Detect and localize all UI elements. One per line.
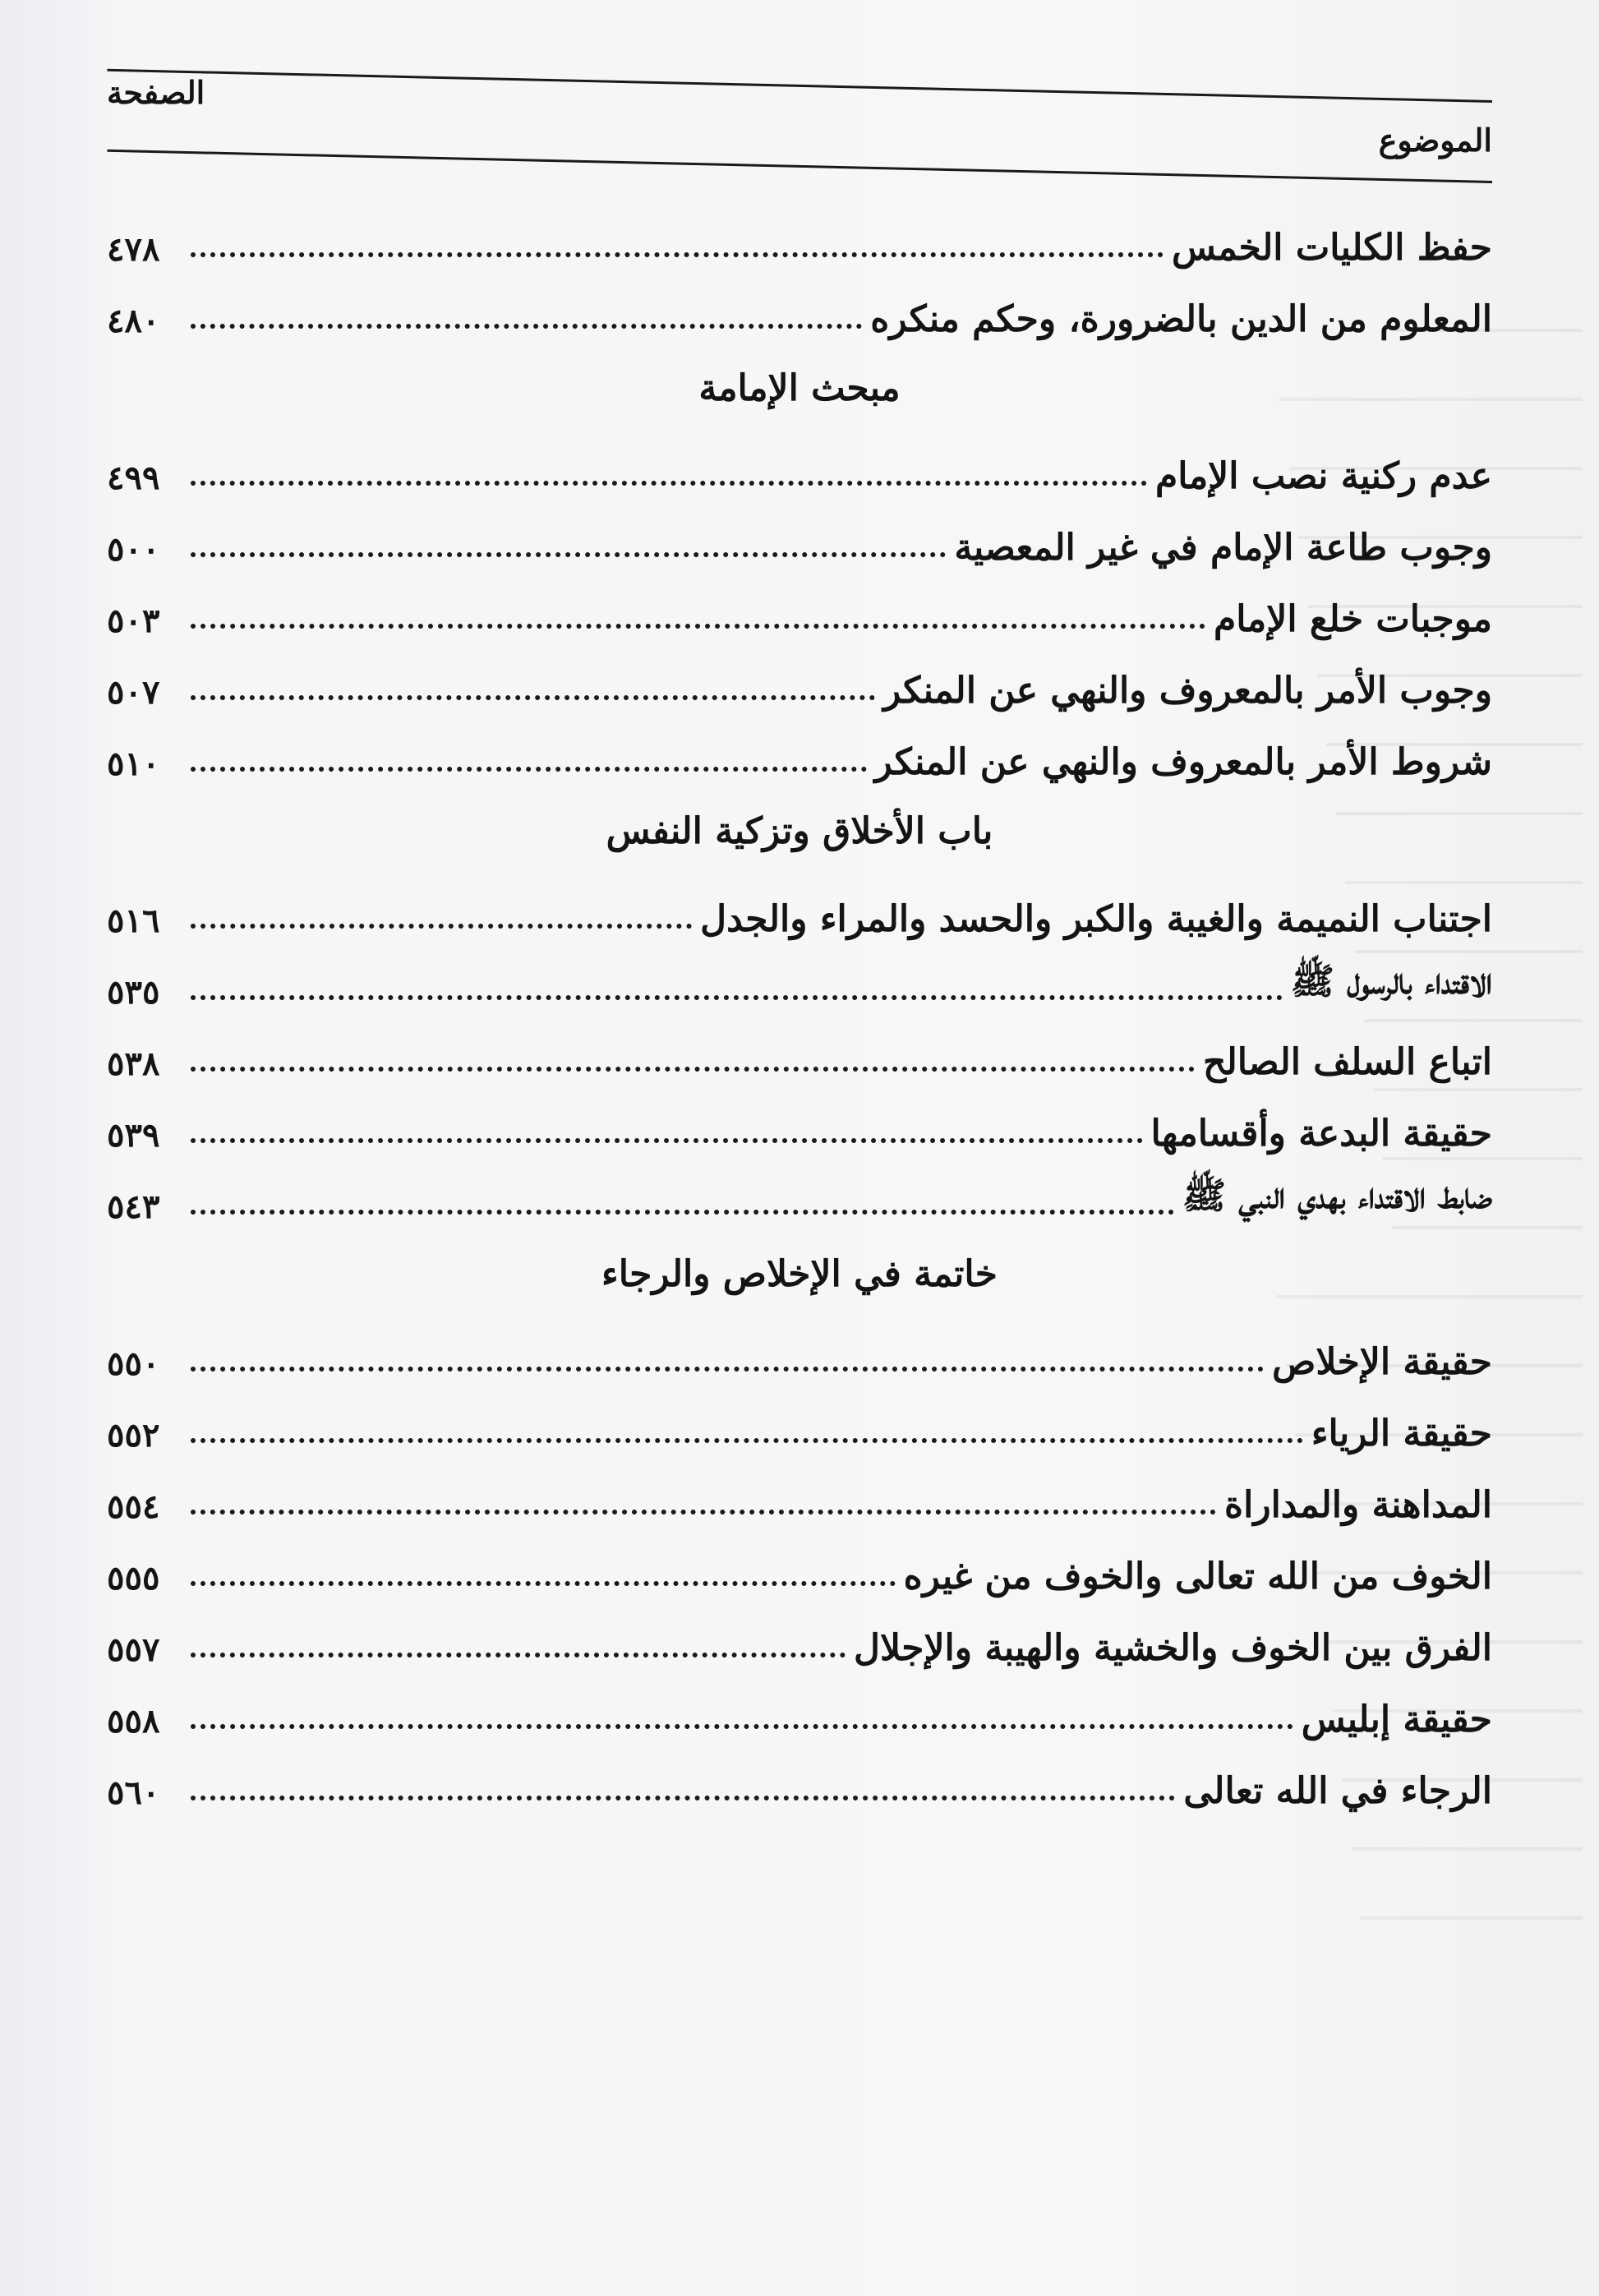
dot-leader bbox=[191, 1653, 846, 1657]
dot-leader bbox=[191, 695, 875, 700]
toc-entry-page: ٥٥٤ bbox=[107, 1487, 160, 1526]
toc-entry-page: ٥٥٨ bbox=[107, 1702, 160, 1740]
toc-entry-page: ٥٠٧ bbox=[107, 673, 160, 712]
toc-entry-page: ٥٣٨ bbox=[107, 1044, 160, 1083]
dot-leader bbox=[191, 1067, 1195, 1072]
toc-entry-page: ٥٤٣ bbox=[107, 1187, 160, 1226]
dot-leader bbox=[191, 481, 1147, 486]
header-top-rule bbox=[107, 69, 1492, 103]
toc-entry[interactable] bbox=[107, 569, 1492, 640]
dot-leader bbox=[191, 1581, 896, 1586]
toc-entry[interactable] bbox=[107, 940, 1492, 1012]
toc-entry-title: وجوب طاعة الإمام في غير المعصية bbox=[954, 527, 1492, 569]
toc-entry-title: عدم ركنية نصب الإمام bbox=[1154, 455, 1492, 497]
toc-entry-title: الرجاء في الله تعالى bbox=[1183, 1770, 1492, 1812]
dot-leader bbox=[191, 552, 946, 557]
toc-entry[interactable] bbox=[107, 197, 1492, 269]
toc-entry[interactable] bbox=[107, 1312, 1492, 1383]
section-heading: خاتمة في الإخلاص والرجاء bbox=[601, 1253, 998, 1295]
toc-entry-title: الاقتداء بالرسول ﷺ bbox=[1290, 961, 1492, 1003]
toc-entry[interactable] bbox=[107, 1669, 1492, 1740]
dot-leader bbox=[191, 1724, 1293, 1729]
toc-entry-title: موجبات خلع الإمام bbox=[1214, 598, 1492, 640]
dot-leader bbox=[191, 624, 1205, 629]
toc-entry-page: ٤٩٩ bbox=[107, 459, 160, 497]
toc-entry-page: ٥٥٧ bbox=[107, 1630, 160, 1669]
dot-leader bbox=[191, 1210, 1174, 1215]
toc-entry-title: حفظ الكليات الخمس bbox=[1171, 227, 1492, 269]
dot-leader bbox=[191, 995, 1283, 1000]
toc-entry-title: حقيقة إبليس bbox=[1301, 1699, 1492, 1740]
toc-header bbox=[107, 49, 1492, 189]
toc-entry-title: اجتناب النميمة والغيبة والكبر والحسد والمراء والجدل bbox=[700, 898, 1492, 940]
toc-entry[interactable] bbox=[107, 1740, 1492, 1812]
toc-entry-title: المداهنة والمداراة bbox=[1224, 1484, 1492, 1526]
toc-entry-page: ٥٦٠ bbox=[107, 1773, 160, 1812]
dot-leader bbox=[191, 1438, 1303, 1443]
section-heading: مبحث الإمامة bbox=[698, 367, 901, 409]
dot-leader bbox=[191, 324, 862, 329]
toc-entry-page: ٥٠٠ bbox=[107, 530, 160, 569]
toc-entry-title: حقيقة الرياء bbox=[1311, 1413, 1492, 1455]
toc-entry-title: الخوف من الله تعالى والخوف من غيره bbox=[903, 1556, 1492, 1598]
toc-entry-page: ٥٣٥ bbox=[107, 973, 160, 1012]
toc-entry-title: شروط الأمر بالمعروف والنهي عن المنكر bbox=[874, 741, 1492, 783]
toc-entry-page: ٥٠٣ bbox=[107, 602, 160, 640]
dot-leader bbox=[191, 1138, 1143, 1143]
toc-entry-page: ٥٥٢ bbox=[107, 1416, 160, 1455]
toc-entry-page: ٥٥٥ bbox=[107, 1559, 160, 1598]
toc-entry-page: ٥٥٠ bbox=[107, 1344, 160, 1383]
toc-entry[interactable] bbox=[107, 1455, 1492, 1526]
toc-entry-title: اتباع السلف الصالح bbox=[1202, 1041, 1492, 1083]
toc-entry[interactable] bbox=[107, 1526, 1492, 1598]
toc-entry-title: حقيقة البدعة وأقسامها bbox=[1150, 1113, 1492, 1155]
toc-entry-page: ٥٣٩ bbox=[107, 1116, 160, 1155]
table-of-contents bbox=[107, 197, 1492, 1812]
toc-entry[interactable] bbox=[107, 497, 1492, 569]
dot-leader bbox=[191, 1796, 1175, 1800]
toc-entry[interactable] bbox=[107, 640, 1492, 712]
bleed-through-line bbox=[1352, 1847, 1583, 1851]
toc-entry[interactable] bbox=[107, 1383, 1492, 1455]
toc-entry-title: حقيقة الإخلاص bbox=[1272, 1341, 1492, 1383]
toc-entry[interactable] bbox=[107, 869, 1492, 940]
toc-entry-title: وجوب الأمر بالمعروف والنهي عن المنكر bbox=[883, 670, 1492, 712]
toc-entry-page: ٤٨٠ bbox=[107, 302, 160, 340]
toc-entry[interactable] bbox=[107, 1083, 1492, 1155]
toc-entry[interactable] bbox=[107, 269, 1492, 340]
header-bottom-rule bbox=[107, 150, 1492, 183]
toc-entry-page: ٥١٠ bbox=[107, 745, 160, 783]
toc-entry[interactable] bbox=[107, 1012, 1492, 1083]
dot-leader bbox=[191, 767, 867, 772]
dot-leader bbox=[191, 1367, 1264, 1372]
toc-entry-title: الفرق بين الخوف والخشية والهيبة والإجلال bbox=[854, 1627, 1492, 1669]
toc-entry[interactable] bbox=[107, 426, 1492, 497]
dot-leader bbox=[191, 1510, 1216, 1515]
section-heading: باب الأخلاق وتزكية النفس bbox=[606, 810, 993, 852]
bleed-through-line bbox=[1361, 1916, 1583, 1920]
toc-entry-title: ضابط الاقتداء بهدي النبي ﷺ bbox=[1182, 1175, 1492, 1217]
toc-entry-page: ٥١٦ bbox=[107, 901, 160, 940]
toc-entry-title: المعلوم من الدين بالضرورة، وحكم منكره bbox=[870, 298, 1492, 340]
toc-entry-page: ٤٧٨ bbox=[107, 230, 160, 269]
page-column-label: الصفحة bbox=[107, 74, 205, 111]
toc-entry[interactable] bbox=[107, 1598, 1492, 1669]
dot-leader bbox=[191, 252, 1164, 257]
topic-column-label: الموضوع bbox=[1378, 122, 1492, 159]
dot-leader bbox=[191, 924, 692, 929]
toc-entry[interactable] bbox=[107, 1155, 1492, 1226]
toc-entry[interactable] bbox=[107, 712, 1492, 783]
